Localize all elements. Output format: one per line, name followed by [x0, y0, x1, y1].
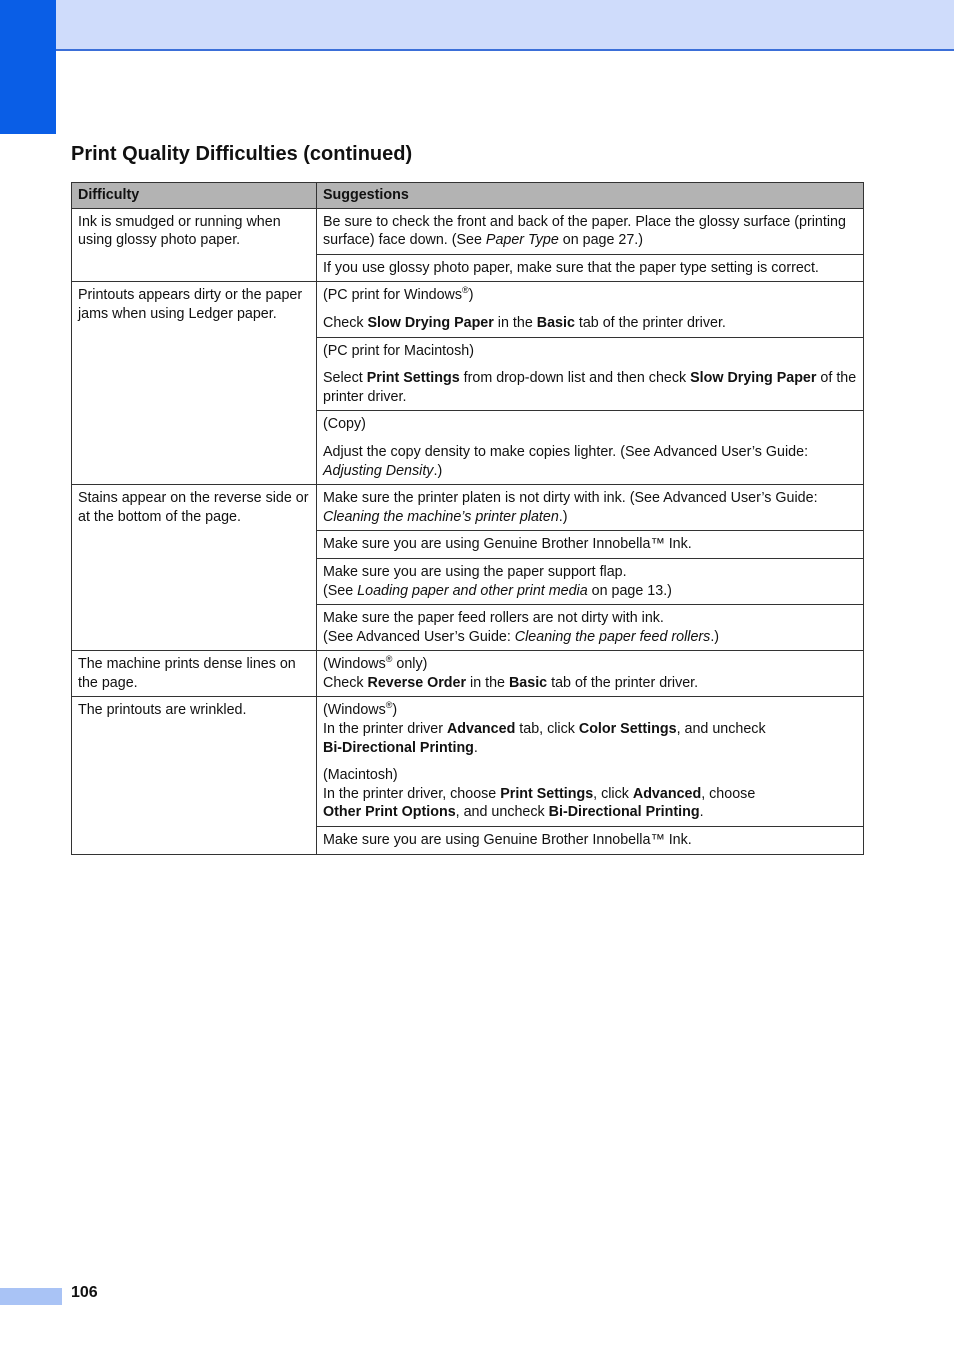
- suggestion-cell: (PC print for Windows®) Check Slow Drying Paper in the Basic tab of the printer driver.: [317, 282, 864, 337]
- difficulty-cell: Ink is smudged or running when using glossy photo paper.: [72, 208, 317, 282]
- table-header-row: [72, 183, 864, 209]
- page-title: Print Quality Difficulties (continued): [71, 143, 413, 165]
- suggestion-cell: Make sure the paper feed rollers are not dirty with ink. (See Advanced User’s Guide: Cleaning the paper feed rollers.): [317, 605, 864, 651]
- table-row: [72, 651, 864, 697]
- header-suggestions: Suggestions: [317, 183, 864, 209]
- table-row: [72, 282, 864, 337]
- difficulty-cell: The machine prints dense lines on the page.: [72, 651, 317, 697]
- suggestion-cell: (Windows® only) Check Reverse Order in the Basic tab of the printer driver.: [317, 651, 864, 697]
- header-difficulty: Difficulty: [72, 183, 317, 209]
- suggestion-cell: If you use glossy photo paper, make sure that the paper type setting is correct.: [317, 254, 864, 282]
- page-number: 106: [71, 1284, 98, 1301]
- page-number-tab: [0, 1288, 62, 1305]
- suggestion-cell: Make sure you are using Genuine Brother Innobella™ Ink.: [317, 531, 864, 559]
- suggestion-cell: Make sure you are using the paper support flap. (See Loading paper and other print media on page 13.): [317, 558, 864, 604]
- table-row: [72, 485, 864, 531]
- suggestion-cell: Make sure the printer platen is not dirty with ink. (See Advanced User’s Guide: Cleaning the machine’s printer platen.): [317, 485, 864, 531]
- table-row: [72, 697, 864, 827]
- suggestion-cell: (Windows®) In the printer driver Advanced tab, click Color Settings, and uncheck Bi-Directional Printing. (Macintosh) In the printer driver, choose Print Settings, click Advanced, choose Other Print Options, and uncheck Bi-Directional Printing.: [317, 697, 864, 827]
- suggestion-cell: (Copy) Adjust the copy density to make copies lighter. (See Advanced User’s Guide: Adjusting Density.): [317, 411, 864, 485]
- troubleshooting-table: [71, 182, 864, 855]
- chapter-tab: [0, 0, 56, 134]
- table-row: [72, 208, 864, 254]
- header-band: [0, 0, 954, 51]
- difficulty-cell: Stains appear on the reverse side or at the bottom of the page.: [72, 485, 317, 651]
- difficulty-cell: Printouts appears dirty or the paper jams when using Ledger paper.: [72, 282, 317, 485]
- suggestion-cell: Be sure to check the front and back of the paper. Place the glossy surface (printing surface) face down. (See Paper Type on page 27.): [317, 208, 864, 254]
- suggestion-cell: (PC print for Macintosh) Select Print Settings from drop-down list and then check Slow Drying Paper of the printer driver.: [317, 337, 864, 411]
- difficulty-cell: The printouts are wrinkled.: [72, 697, 317, 854]
- suggestion-cell: Make sure you are using Genuine Brother Innobella™ Ink.: [317, 827, 864, 855]
